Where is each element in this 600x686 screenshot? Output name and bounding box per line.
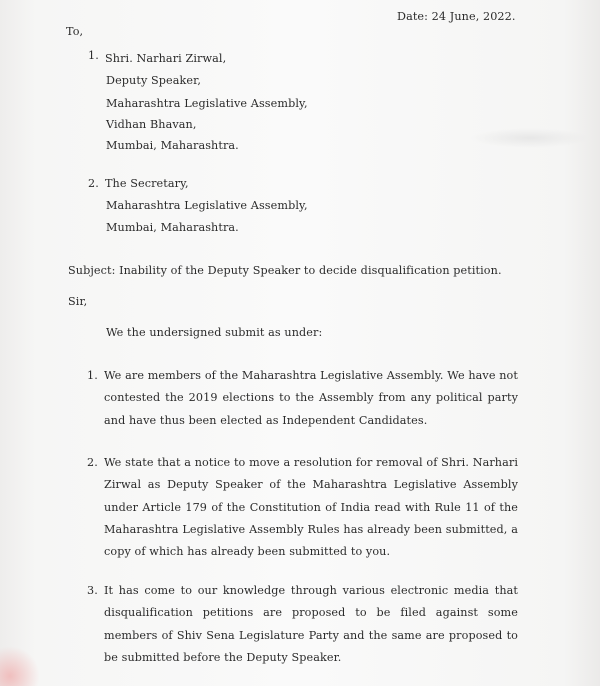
paper-stain [0, 646, 40, 686]
recipient-line: Vidhan Bhavan, [106, 118, 197, 131]
point-1-text: We are members of the Maharashtra Legislative Assembly. We have not contested the 2019 elections to the Assembly from any political party and have thus been elected as Independent Candidates. [104, 369, 518, 427]
point-3-text: It has come to our knowledge through various electronic media that disqualification petitions are proposed to be filed against some members of Shiv Sena Legislature Party and the same are proposed to be submitted before the Deputy Speaker. [104, 584, 518, 664]
recipient-line: The Secretary, [105, 177, 189, 190]
recipient-number: 2. [88, 177, 99, 190]
recipient-line: Maharashtra Legislative Assembly, [106, 199, 308, 212]
recipient-number: 1. [88, 49, 99, 62]
recipient-line: Mumbai, Maharashtra. [106, 139, 239, 152]
letter-intro: We the undersigned submit as under: [106, 326, 323, 339]
letter-subject: Subject: Inability of the Deputy Speaker to decide disqualification petition. [68, 264, 502, 277]
recipient-line: Shri. Narhari Zirwal, [105, 52, 227, 65]
point-number: 1. [87, 369, 98, 382]
recipient-line: Deputy Speaker, [106, 74, 202, 87]
letter-to: To, [66, 25, 84, 38]
recipient-line: Mumbai, Maharashtra. [106, 221, 239, 234]
letter-date: Date: 24 June, 2022. [397, 10, 516, 23]
letter-salutation: Sir, [68, 295, 88, 308]
point-2-text: We state that a notice to move a resolution for removal of Shri. Narhari Zirwal as Deputy Speaker of the Maharashtra Legislative Assembly under Article 179 of the Constitution of India read with Rule 11 of the Maharashtra Legislative Assembly Rules has already been submitted, a copy of which has already been submitted to you. [104, 456, 518, 559]
point-number: 3. [87, 584, 98, 597]
recipient-line: Maharashtra Legislative Assembly, [106, 97, 308, 110]
point-number: 2. [87, 456, 98, 469]
paper-mark [470, 128, 590, 148]
